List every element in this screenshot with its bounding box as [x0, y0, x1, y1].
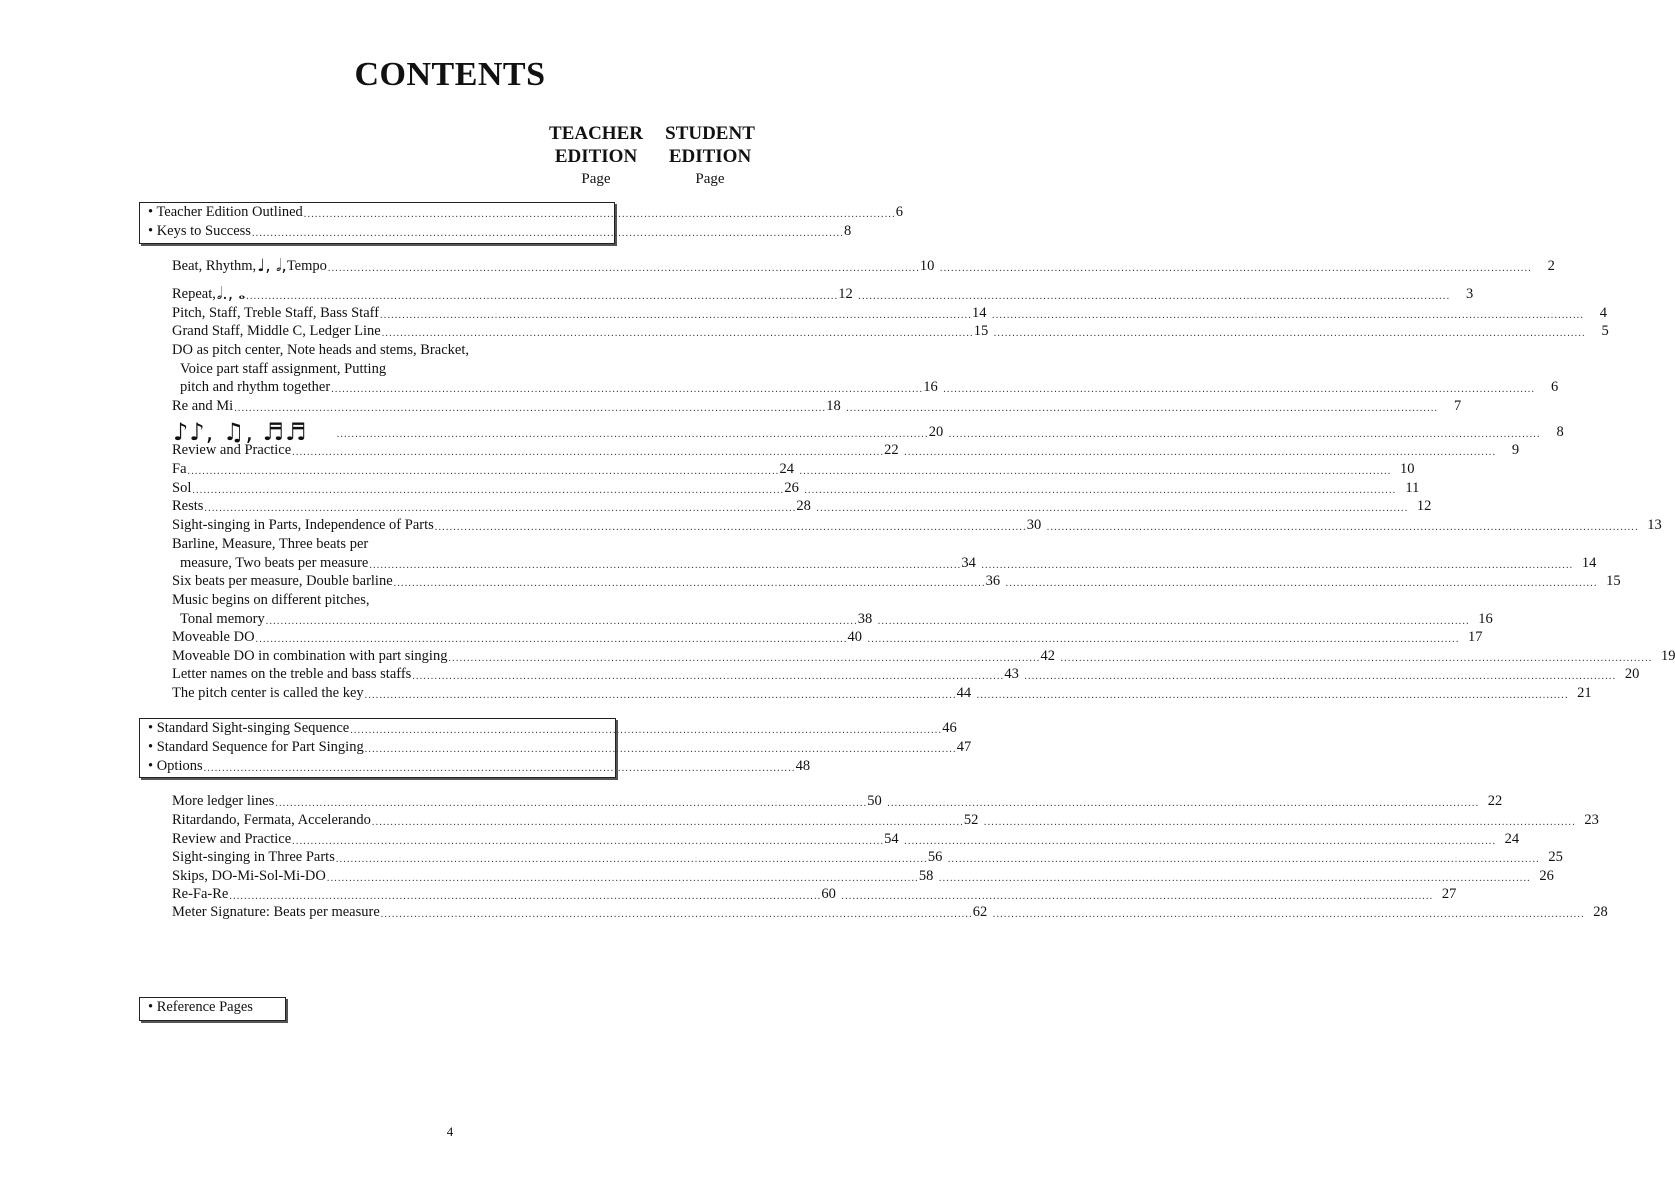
toc-entry — [172, 497, 1432, 516]
leader-dots: ................................................................................................................................................................ — [887, 798, 1480, 809]
teacher-page-number: 38 — [857, 611, 873, 627]
student-page-number: 10 — [1400, 461, 1415, 477]
teacher-page-number: 54 — [884, 831, 899, 847]
toc-entry-label: Sight-singing in Parts, Independence of Parts — [172, 517, 434, 533]
teacher-page-number: 58 — [918, 868, 934, 884]
toc-entry-title — [172, 285, 838, 304]
leader-dots: ................................................................................................................................................................ — [192, 485, 785, 496]
toc-entry-title — [172, 572, 986, 591]
leader-dots: ................................................................................................................................................................ — [251, 228, 844, 239]
toc-entry — [172, 516, 1662, 535]
note-symbols-icon: 𝅗𝅥., 𝅝 — [216, 284, 246, 304]
toc-entry-label: Review and Practice — [172, 442, 292, 458]
toc-entry — [172, 848, 1563, 867]
leader-dots: ................................................................................................................................................................ — [904, 836, 1497, 847]
leader-dots: ................................................................................................................................................................ — [1024, 671, 1617, 682]
teacher-page-number: 43 — [1004, 666, 1019, 682]
toc-entry — [172, 256, 1555, 276]
toc-entry — [172, 418, 1564, 446]
toc-entry-label: Repeat, — [172, 286, 216, 302]
leader-dots: ................................................................................................................................................................ — [816, 503, 1409, 514]
student-header-line1: STUDENT — [665, 123, 755, 144]
toc-entry-title — [172, 684, 957, 703]
toc-entry-label-suffix: Tempo — [286, 258, 327, 274]
note-symbols-icon: ♪♪, ♫, ♬♬ — [173, 418, 308, 446]
toc-entry — [172, 628, 1483, 647]
toc-entry — [172, 397, 1462, 416]
leader-dots: ................................................................................................................................................................ — [380, 310, 973, 321]
toc-entry-title — [172, 554, 961, 573]
leader-dots: ................................................................................................................................................................ — [203, 763, 796, 774]
toc-entry-title — [172, 479, 784, 498]
leader-dots: ................................................................................................................................................................ — [364, 690, 957, 701]
student-page-number: 16 — [1478, 611, 1493, 627]
leader-dots: ................................................................................................................................................................ — [804, 485, 1397, 496]
page-number: 4 — [446, 1124, 454, 1139]
toc-entry-label: Ritardando, Fermata, Accelerando — [172, 812, 371, 828]
student-page-number: 25 — [1548, 849, 1563, 865]
teacher-edition-header — [540, 122, 652, 190]
student-page-number: 15 — [1606, 573, 1621, 589]
leader-dots: ................................................................................................................................................................ — [412, 671, 1005, 682]
toc-entry — [172, 830, 1520, 849]
student-page-number: 17 — [1468, 629, 1483, 645]
toc-continuation: Barline, Measure, Three beats per — [172, 536, 369, 552]
toc-entry-title — [172, 811, 964, 830]
leader-dots: ................................................................................................................................................................ — [380, 909, 973, 920]
toc-entry — [172, 811, 1599, 830]
toc-entry-title — [172, 378, 923, 397]
toc-entry-label: Moveable DO in combination with part singing — [172, 648, 448, 664]
student-page-number: 23 — [1584, 812, 1599, 828]
student-page-number: 4 — [1599, 305, 1608, 321]
toc-entry-title — [172, 665, 1004, 684]
teacher-page-number: 52 — [963, 812, 979, 828]
leader-dots: ................................................................................................................................................................ — [992, 310, 1585, 321]
teacher-header-sub: Page — [581, 171, 611, 187]
toc-entry-title — [172, 497, 796, 516]
student-page-number: 3 — [1466, 286, 1474, 302]
leader-dots: ................................................................................................................................................................ — [948, 429, 1541, 440]
toc-entry-label: • Standard Sight-singing Sequence — [148, 720, 350, 736]
leader-dots: ................................................................................................................................................................ — [255, 634, 848, 645]
student-page-number: 24 — [1504, 831, 1520, 847]
toc-entry — [172, 867, 1554, 886]
toc-entry-title — [172, 257, 920, 276]
toc-entry — [172, 792, 1503, 811]
leader-dots: ................................................................................................................................................................ — [275, 798, 868, 809]
leader-dots: ................................................................................................................................................................ — [981, 560, 1574, 571]
leader-dots: ................................................................................................................................................................ — [381, 328, 974, 339]
leader-dots: ................................................................................................................................................................ — [904, 447, 1497, 458]
toc-entry-title — [172, 397, 826, 416]
teacher-page-number: 60 — [821, 886, 836, 902]
teacher-page-number: 10 — [919, 258, 935, 274]
toc-entry — [172, 322, 1609, 341]
leader-dots: ................................................................................................................................................................ — [943, 384, 1536, 395]
toc-entry-label: Review and Practice — [172, 831, 292, 847]
teacher-page-number: 46 — [942, 720, 957, 736]
toc-entry-label: • Teacher Edition Outlined — [148, 204, 303, 220]
leader-dots: ................................................................................................................................................................ — [983, 817, 1576, 828]
toc-entry-label: Six beats per measure, Double barline — [172, 573, 393, 589]
teacher-page-number: 56 — [927, 849, 943, 865]
toc-entry-title — [172, 322, 974, 341]
leader-dots: ................................................................................................................................................................ — [867, 634, 1460, 645]
leader-dots: ................................................................................................................................................................ — [369, 560, 962, 571]
toc-entry-title — [172, 304, 972, 323]
student-header-sub: Page — [695, 171, 725, 187]
toc-entry — [172, 665, 1640, 684]
teacher-page-number: 22 — [884, 442, 899, 458]
leader-dots: ................................................................................................................................................................ — [877, 616, 1470, 627]
leader-dots: ................................................................................................................................................................ — [993, 328, 1586, 339]
leader-dots: ................................................................................................................................................................ — [350, 725, 943, 736]
teacher-page-number: 28 — [796, 498, 811, 514]
toc-entry-title — [172, 516, 1027, 535]
leader-dots: ................................................................................................................................................................ — [204, 503, 797, 514]
leader-dots: ................................................................................................................................................................ — [434, 522, 1027, 533]
teacher-page-number: 50 — [867, 793, 882, 809]
toc-entry-label: pitch and rhythm together — [180, 379, 331, 395]
toc-entry-title — [172, 647, 1040, 666]
leader-dots: ................................................................................................................................................................ — [234, 403, 827, 414]
teacher-page-number: 12 — [838, 286, 853, 302]
toc-entry — [172, 284, 1474, 304]
teacher-page-number: 14 — [972, 305, 987, 321]
leader-dots: ................................................................................................................................................................ — [976, 690, 1569, 701]
leader-dots: ................................................................................................................................................................ — [1060, 653, 1653, 664]
teacher-header-line1: TEACHER — [549, 123, 643, 144]
toc-entry-title — [172, 441, 884, 460]
toc-entry-label: Meter Signature: Beats per measure — [172, 904, 380, 920]
toc-entry-title — [148, 203, 896, 222]
teacher-page-number: 24 — [779, 461, 794, 477]
teacher-page-number: 30 — [1026, 517, 1042, 533]
toc-entry-label: Rests — [172, 498, 204, 514]
leader-dots: ................................................................................................................................................................ — [303, 209, 896, 220]
teacher-page-number: 62 — [972, 904, 988, 920]
toc-entry-title — [172, 885, 821, 904]
toc-entry-label: Moveable DO — [172, 629, 255, 645]
leader-dots: ................................................................................................................................................................ — [1005, 578, 1598, 589]
toc-continuation: Music begins on different pitches, — [172, 592, 370, 608]
toc-entry-label: Letter names on the treble and bass staffs — [172, 666, 412, 682]
student-page-number: 19 — [1660, 648, 1675, 664]
toc-entry-title — [172, 610, 858, 629]
leader-dots: ................................................................................................................................................................ — [292, 447, 885, 458]
toc-entry-label: • Standard Sequence for Part Singing — [148, 739, 364, 755]
student-page-number: 27 — [1441, 886, 1457, 902]
leader-dots: ................................................................................................................................................................ — [992, 909, 1585, 920]
leader-dots: ................................................................................................................................................................ — [448, 653, 1041, 664]
toc-entry-title — [172, 830, 884, 849]
toc-entry — [172, 554, 1597, 573]
toc-entry — [172, 572, 1621, 591]
teacher-page-number: 34 — [961, 555, 976, 571]
toc-entry-label: Sol — [172, 480, 192, 496]
teacher-page-number: 40 — [847, 629, 863, 645]
leader-dots: ................................................................................................................................................................ — [246, 291, 839, 302]
toc-entry-label: Re-Fa-Re — [172, 886, 229, 902]
leader-dots: ................................................................................................................................................................ — [393, 578, 986, 589]
student-page-number: 9 — [1511, 442, 1520, 458]
student-page-number: 7 — [1453, 398, 1462, 414]
student-page-number: 12 — [1416, 498, 1432, 514]
toc-entry — [148, 738, 972, 757]
toc-entry-title — [148, 222, 844, 241]
toc-entry — [172, 479, 1420, 498]
toc-entry — [172, 378, 1559, 397]
leader-dots: ................................................................................................................................................................ — [939, 263, 1532, 274]
teacher-page-number: 15 — [973, 323, 989, 339]
leader-dots: ................................................................................................................................................................ — [327, 263, 920, 274]
leader-dots: ................................................................................................................................................................ — [858, 291, 1451, 302]
leader-dots: ................................................................................................................................................................ — [841, 891, 1434, 902]
student-header-line2: EDITION — [668, 146, 752, 167]
student-edition-header — [654, 122, 766, 190]
student-page-number: 22 — [1487, 793, 1503, 809]
toc-entry — [172, 460, 1415, 479]
leader-dots: ................................................................................................................................................................ — [1046, 522, 1639, 533]
teacher-page-number: 48 — [795, 758, 811, 774]
reference-pages-label: • Reference Pages — [148, 999, 253, 1015]
toc-entry-label: Grand Staff, Middle C, Ledger Line — [172, 323, 381, 339]
leader-dots: ................................................................................................................................................................ — [938, 873, 1531, 884]
leader-dots: ................................................................................................................................................................ — [326, 873, 919, 884]
student-page-number: 8 — [1556, 424, 1564, 440]
toc-entry-label: measure, Two beats per measure — [180, 555, 369, 571]
teacher-header-line2: EDITION — [554, 146, 638, 167]
teacher-page-number: 42 — [1040, 648, 1055, 664]
student-page-number: 6 — [1550, 379, 1559, 395]
student-page-number: 11 — [1405, 480, 1420, 496]
leader-dots: ................................................................................................................................................................ — [947, 854, 1540, 865]
toc-entry — [148, 222, 852, 241]
toc-entry — [148, 757, 811, 776]
leader-dots: ................................................................................................................................................................ — [229, 891, 822, 902]
teacher-page-number: 44 — [956, 685, 972, 701]
toc-entry — [172, 304, 1608, 323]
toc-entry — [172, 441, 1520, 460]
toc-entry-title — [148, 719, 942, 738]
toc-entry-title — [172, 628, 848, 647]
toc-entry-label: Re and Mi — [172, 398, 234, 414]
student-page-number: 5 — [1601, 323, 1609, 339]
toc-entry — [148, 203, 904, 222]
page-title: CONTENTS — [354, 56, 546, 93]
teacher-page-number: 20 — [928, 424, 944, 440]
toc-entry-label: Fa — [172, 461, 187, 477]
toc-entry-title — [172, 903, 973, 922]
leader-dots: ................................................................................................................................................................ — [336, 429, 929, 440]
toc-entry-title — [172, 460, 780, 479]
toc-entry-title — [172, 848, 928, 867]
leader-dots: ................................................................................................................................................................ — [364, 744, 957, 755]
toc-entry-label: • Keys to Success — [148, 223, 251, 239]
toc-entry-title — [148, 738, 957, 757]
toc-continuation: DO as pitch center, Note heads and stems, Bracket, — [172, 342, 469, 358]
toc-entry — [172, 684, 1592, 703]
teacher-page-number: 8 — [843, 223, 852, 239]
leader-dots: ................................................................................................................................................................ — [331, 384, 924, 395]
toc-entry-label: Beat, Rhythm, — [172, 258, 257, 274]
leader-dots: ................................................................................................................................................................ — [799, 466, 1392, 477]
toc-entry-label: Tonal memory — [180, 611, 265, 627]
leader-dots: ................................................................................................................................................................ — [335, 854, 928, 865]
toc-entry-label: Skips, DO-Mi-Sol-Mi-DO — [172, 868, 326, 884]
toc-entry — [172, 610, 1493, 629]
toc-entry — [172, 885, 1457, 904]
toc-entry — [172, 903, 1608, 922]
leader-dots: ................................................................................................................................................................ — [292, 836, 885, 847]
student-page-number: 13 — [1647, 517, 1662, 533]
toc-entry-title — [172, 418, 929, 446]
teacher-page-number: 18 — [826, 398, 841, 414]
teacher-page-number: 36 — [985, 573, 1001, 589]
toc-entry-label: Pitch, Staff, Treble Staff, Bass Staff — [172, 305, 380, 321]
toc-continuation: Voice part staff assignment, Putting — [180, 361, 387, 377]
toc-entry-title — [172, 867, 919, 886]
toc-entry — [172, 647, 1675, 666]
note-symbols-icon: ♩, 𝅗𝅥, — [257, 256, 287, 276]
toc-entry — [148, 719, 957, 738]
student-page-number: 20 — [1624, 666, 1640, 682]
teacher-page-number: 47 — [956, 739, 972, 755]
toc-entry-title — [148, 757, 796, 776]
teacher-page-number: 16 — [923, 379, 938, 395]
student-page-number: 2 — [1547, 258, 1555, 274]
leader-dots: ................................................................................................................................................................ — [187, 466, 780, 477]
leader-dots: ................................................................................................................................................................ — [846, 403, 1439, 414]
toc-entry-label: The pitch center is called the key — [172, 685, 364, 701]
leader-dots: ................................................................................................................................................................ — [371, 817, 964, 828]
toc-entry-label: Sight-singing in Three Parts — [172, 849, 335, 865]
toc-entry-label: • Options — [148, 758, 203, 774]
student-page-number: 28 — [1593, 904, 1608, 920]
toc-entry-title — [172, 792, 867, 811]
teacher-page-number: 6 — [895, 204, 904, 220]
student-page-number: 14 — [1581, 555, 1597, 571]
student-page-number: 21 — [1577, 685, 1592, 701]
leader-dots: ................................................................................................................................................................ — [265, 616, 858, 627]
toc-entry-label: More ledger lines — [172, 793, 275, 809]
teacher-page-number: 26 — [784, 480, 799, 496]
student-page-number: 26 — [1539, 868, 1554, 884]
